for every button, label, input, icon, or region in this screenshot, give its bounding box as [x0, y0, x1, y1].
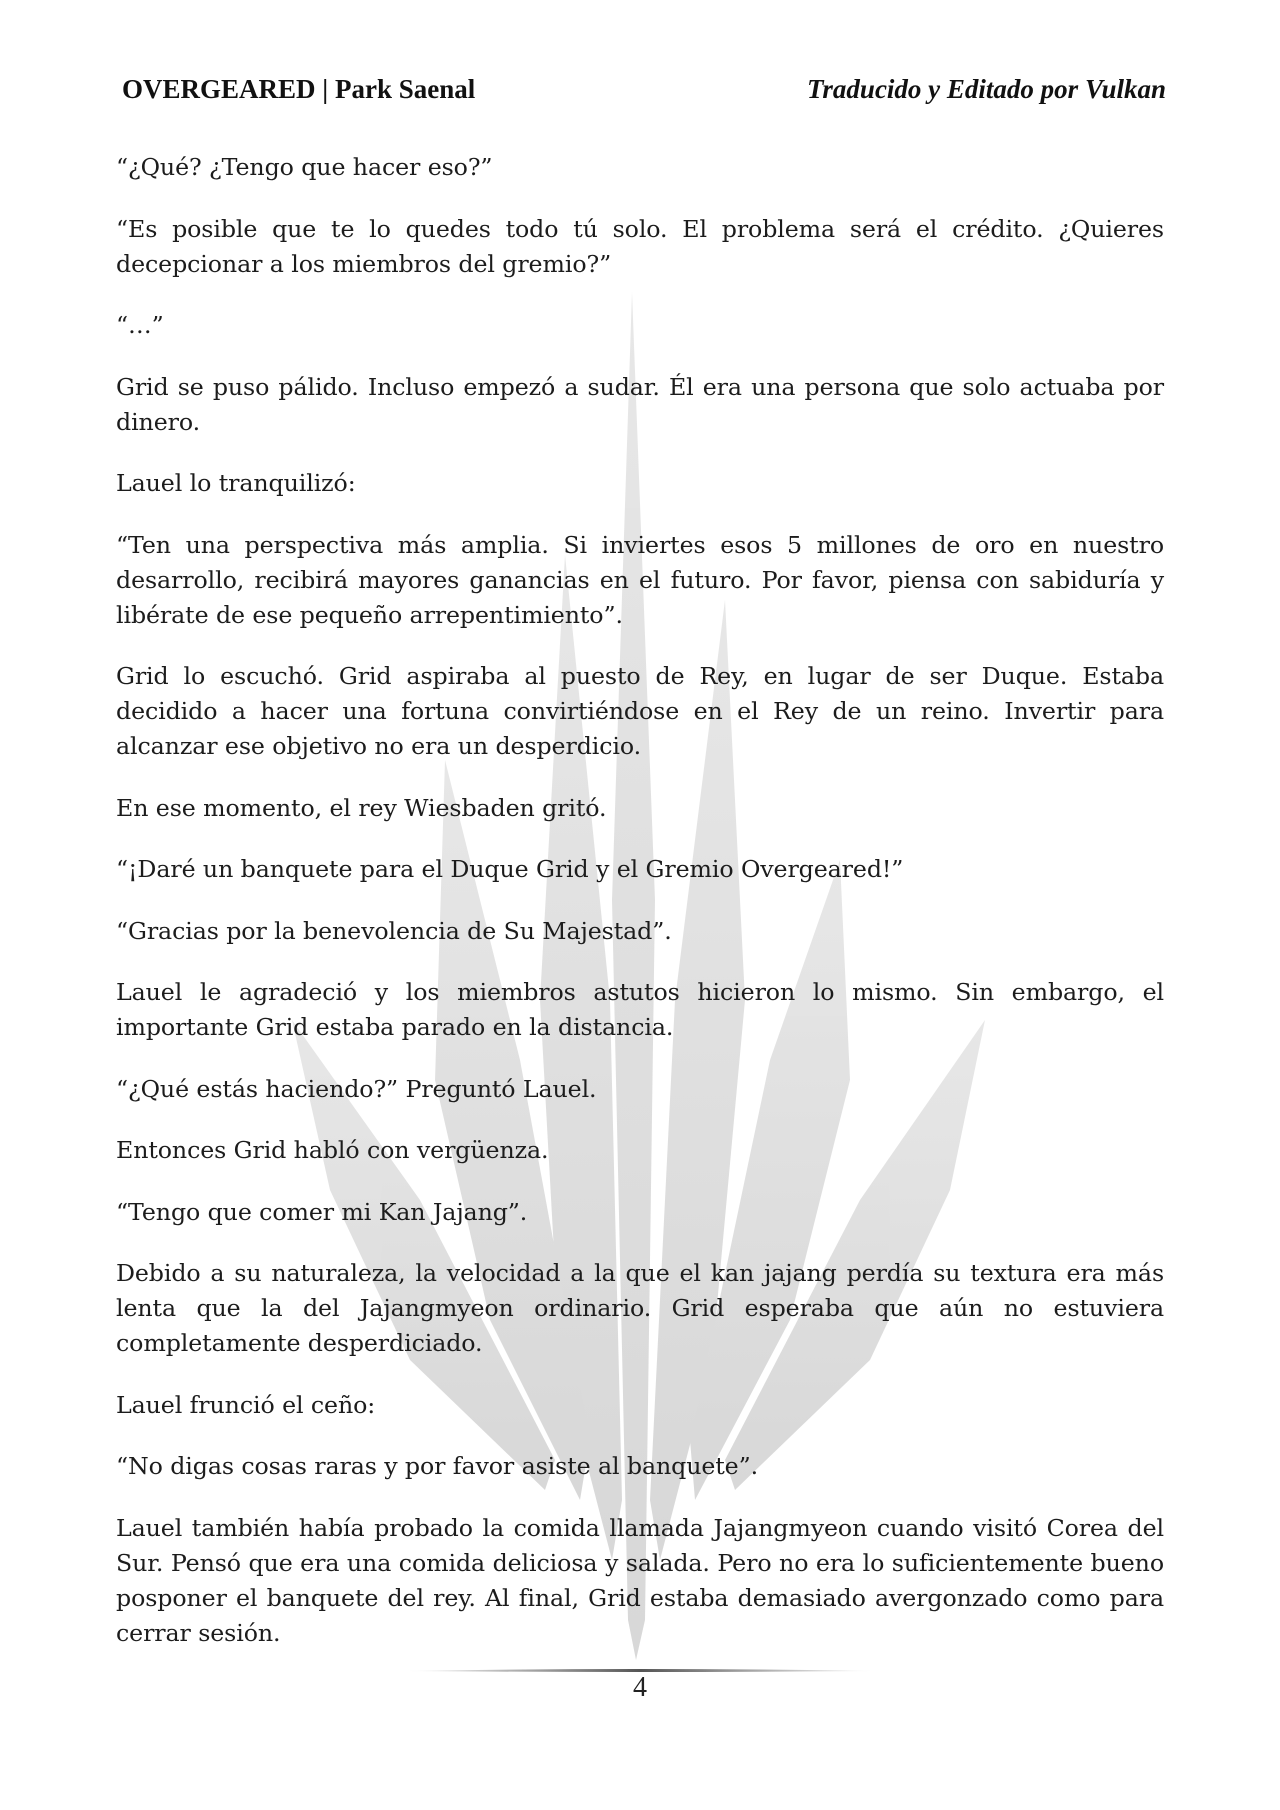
header-book-title: OVERGEARED | Park Saenal — [122, 74, 476, 104]
paragraph: “Tengo que comer mi Kan Jajang”. — [116, 1197, 528, 1226]
paragraph: Lauel le agradeció y los miembros astutos hicieron lo mismo. Sin embargo, el importante Grid estaba parado en la distancia. — [116, 978, 1164, 1041]
paragraph: Lauel también había probado la comida llamada Jajangmyeon cuando visitó Corea del Sur. Pensó que era una comida deliciosa y salada. Pero no era lo suficientemente bueno posponer el banquete del rey. Al final, Grid estaba demasiado avergonzado como para cerrar sesión. — [116, 1513, 1164, 1647]
paragraph: “Ten una perspectiva más amplia. Si inviertes esos 5 millones de oro en nuestro desarrollo, recibirá mayores ganancias en el futuro. Por favor, piensa con sabiduría y libérate de ese pequeño arrepentimiento”. — [116, 530, 1164, 629]
paragraph: En ese momento, el rey Wiesbaden gritó. — [116, 793, 607, 822]
paragraph: “Es posible que te lo quedes todo tú solo. El problema será el crédito. ¿Quieres decepcionar a los miembros del gremio?” — [116, 214, 1164, 278]
paragraph: “…” — [116, 311, 164, 339]
paragraph: “¡Daré un banquete para el Duque Grid y el Gremio Overgeared!” — [116, 855, 904, 883]
paragraph: Debido a su naturaleza, la velocidad a la que el kan jajang perdía su textura era más lenta que la del Jajangmyeon ordinario. Grid esperaba que aún no estuviera completamente desperdiciado. — [116, 1259, 1164, 1357]
page-header — [122, 74, 1166, 114]
paragraph: Entonces Grid habló con vergüenza. — [116, 1136, 549, 1164]
header-translator-credit: Traducido y Editado por Vulkan — [806, 74, 1166, 104]
paragraph: Grid se puso pálido. Incluso empezó a sudar. Él era una persona que solo actuaba por dinero. — [116, 372, 1164, 436]
paragraph: “¿Qué estás haciendo?” Preguntó Lauel. — [116, 1074, 597, 1103]
paragraph: “No digas cosas raras y por favor asiste al banquete”. — [116, 1452, 759, 1480]
paragraph: Grid lo escuchó. Grid aspiraba al puesto de Rey, en lugar de ser Duque. Estaba decidido a hacer una fortuna convirtiéndose en el Rey de un reino. Invertir para alcanzar ese objetivo no era un desperdicio. — [116, 662, 1164, 760]
chapter-body — [116, 150, 1164, 1677]
paragraph: Lauel lo tranquilizó: — [116, 469, 356, 497]
paragraph: Lauel frunció el ceño: — [116, 1390, 376, 1419]
paragraph: “Gracias por la benevolencia de Su Majestad”. — [116, 916, 672, 945]
paragraph: “¿Qué? ¿Tengo que hacer eso?” — [116, 153, 493, 181]
page-number: 4 — [633, 1672, 647, 1703]
